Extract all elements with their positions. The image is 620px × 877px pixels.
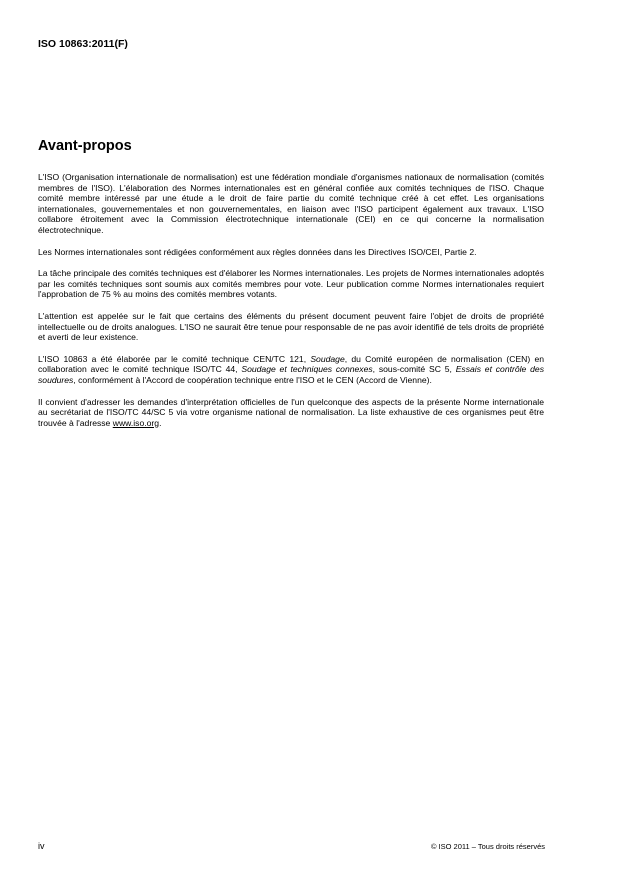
paragraph-6 [38, 397, 544, 429]
p5-italic-techniques: Soudage et techniques connexes [241, 364, 373, 375]
foreword-body [38, 172, 544, 439]
p5-italic-soudage: Soudage [310, 353, 345, 364]
p6-text: Il convient d'adresser les demandes d'interprétation officielles de l'un quelconque des aspects de la présente Norme internationale au secrétariat de l'ISO/TC 44/SC 5 via votre organisme national de normalisation. La liste exhaustive de ces organismes peut être trouvée à l'adresse [38, 396, 544, 428]
paragraph-5 [38, 354, 544, 386]
paragraph-2: Les Normes internationales sont rédigées conformément aux règles données dans les Directives ISO/CEI, Partie 2. [38, 246, 477, 257]
section-title: Avant-propos [38, 138, 132, 154]
p5-text-3: , sous-comité SC 5, [372, 364, 456, 375]
p5-text-1: L'ISO 10863 a été élaborée par le comité technique CEN/TC 121, [38, 353, 311, 364]
p5-text-4: , conformément à l'Accord de coopération technique entre l'ISO et le CEN (Accord de Vienne). [73, 374, 432, 385]
p5-text-2: , du Comité européen de normalisation (CEN) en collaboration avec le comité technique ISO/TC 44, [38, 353, 544, 375]
document-id: ISO 10863:2011(F) [38, 38, 128, 50]
paragraph-1: L'ISO (Organisation internationale de normalisation) est une fédération mondiale d'organismes nationaux de normalisation (comités membres de l'ISO). L'élaboration des Normes internationales est en général confiée aux comités techniques de l'ISO. Chaque comité membre intéressé par une étude a le droit de faire partie du comité technique créé à cet effet. Les organisations internationales, gouvernementales et non gouvernementales, en liaison avec l'ISO participent également aux travaux. L'ISO collabore étroitement avec la Commission électrotechnique internationale (CEI) en ce qui concerne la normalisation électrotechnique. [38, 172, 544, 235]
p6-end: . [159, 417, 162, 428]
iso-website-link[interactable]: www.iso.org [112, 417, 160, 428]
p5-italic-essais: Essais et contrôle des soudures [38, 364, 544, 385]
paragraph-3: La tâche principale des comités techniques est d'élaborer les Normes internationales. Les projets de Normes internationales adoptés par les comités techniques sont soumis aux comités membres pour vote. Leur publication comme Normes internationales requiert l'approbation de 75 % au moins des comités membres votants. [38, 268, 544, 300]
page-number: iv [38, 841, 45, 851]
copyright-notice: © ISO 2011 – Tous droits réservés [430, 842, 545, 851]
paragraph-4: L'attention est appelée sur le fait que certains des éléments du présent document peuvent faire l'objet de droits de propriété intellectuelle ou de droits analogues. L'ISO ne saurait être tenue pour responsable de ne pas avoir identifié de tels droits de propriété et averti de leur existence. [38, 310, 544, 343]
